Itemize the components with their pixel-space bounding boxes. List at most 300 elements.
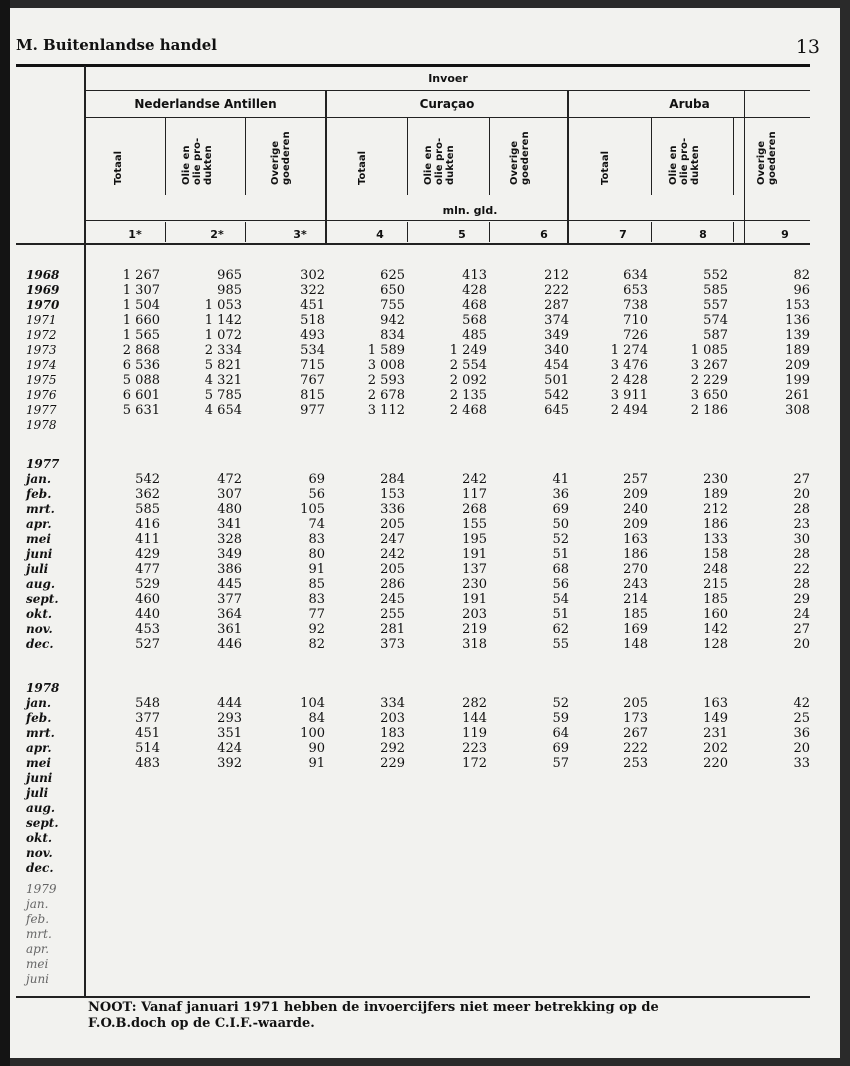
- table-cell: 5 088: [122, 373, 160, 388]
- row-label: apr.: [26, 741, 52, 755]
- table-cell: 445: [217, 577, 242, 592]
- table-cell: 149: [703, 711, 728, 726]
- table-cell: 20: [793, 741, 810, 756]
- row-label: 1977: [26, 403, 57, 417]
- column-divider: [407, 118, 408, 195]
- table-cell: 222: [544, 283, 569, 298]
- table-cell: 2 678: [367, 388, 405, 403]
- book-binding-edge: [0, 0, 10, 1066]
- row-label: 1977: [26, 457, 60, 471]
- table-cell: 307: [217, 487, 242, 502]
- table-cell: 212: [703, 502, 728, 517]
- table-cell: 80: [308, 547, 325, 562]
- column-number-divider: [245, 222, 246, 242]
- column-number-rule: [16, 243, 810, 245]
- table-cell: 460: [135, 592, 160, 607]
- table-cell: 2 428: [610, 373, 648, 388]
- table-cell: 24: [793, 607, 810, 622]
- table-cell: 349: [544, 328, 569, 343]
- column-label: Overige goederen: [270, 131, 292, 185]
- table-right-rule: [744, 90, 745, 245]
- footnote: [88, 1000, 659, 1032]
- table-cell: 219: [462, 622, 487, 637]
- table-cell: 242: [380, 547, 405, 562]
- table-cell: 160: [703, 607, 728, 622]
- table-cell: 625: [380, 268, 405, 283]
- table-cell: 186: [703, 517, 728, 532]
- table-cell: 245: [380, 592, 405, 607]
- table-cell: 172: [462, 756, 487, 771]
- table-cell: 552: [703, 268, 728, 283]
- table-cell: 2 494: [610, 403, 648, 418]
- table-cell: 153: [785, 298, 810, 313]
- row-label: mrt.: [26, 927, 52, 941]
- table-cell: 453: [135, 622, 160, 637]
- table-cell: 27: [793, 472, 810, 487]
- table-left-rule: [84, 66, 86, 996]
- column-label: Overige goederen: [756, 131, 778, 185]
- table-cell: 1 274: [610, 343, 648, 358]
- table-cell: 68: [552, 562, 569, 577]
- table-cell: 2 334: [204, 343, 242, 358]
- table-cell: 440: [135, 607, 160, 622]
- row-label: juni: [26, 771, 53, 785]
- table-cell: 82: [793, 268, 810, 283]
- table-cell: 1 142: [204, 313, 242, 328]
- table-cell: 83: [308, 592, 325, 607]
- table-cell: 446: [217, 637, 242, 652]
- table-cell: 52: [552, 696, 569, 711]
- table-cell: 328: [217, 532, 242, 547]
- table-cell: 148: [623, 637, 648, 652]
- table-cell: 362: [135, 487, 160, 502]
- table-cell: 85: [308, 577, 325, 592]
- table-cell: 2 135: [449, 388, 487, 403]
- column-number: 4: [376, 228, 384, 241]
- table-cell: 243: [623, 577, 648, 592]
- table-cell: 5 785: [204, 388, 242, 403]
- table-cell: 454: [544, 358, 569, 373]
- table-cell: 2 868: [122, 343, 160, 358]
- table-cell: 468: [462, 298, 487, 313]
- table-cell: 3 911: [610, 388, 648, 403]
- table-cell: 84: [308, 711, 325, 726]
- table-cell: 248: [703, 562, 728, 577]
- column-label: Totaal: [600, 150, 611, 185]
- table-cell: 413: [462, 268, 487, 283]
- table-cell: 1 504: [122, 298, 160, 313]
- table-cell: 548: [135, 696, 160, 711]
- table-cell: 480: [217, 502, 242, 517]
- table-cell: 292: [380, 741, 405, 756]
- column-number: 9: [781, 228, 789, 241]
- column-number: 5: [458, 228, 466, 241]
- row-label: 1969: [26, 283, 60, 297]
- table-cell: 5 631: [122, 403, 160, 418]
- table-cell: 191: [462, 547, 487, 562]
- row-label: okt.: [26, 607, 53, 621]
- table-cell: 568: [462, 313, 487, 328]
- footnote-label: NOOT:: [88, 1000, 137, 1015]
- table-cell: 542: [135, 472, 160, 487]
- table-cell: 82: [308, 637, 325, 652]
- table-cell: 240: [623, 502, 648, 517]
- row-label: sept.: [26, 816, 59, 830]
- table-cell: 587: [703, 328, 728, 343]
- table-cell: 2 554: [449, 358, 487, 373]
- table-cell: 64: [552, 726, 569, 741]
- table-cell: 3 650: [690, 388, 728, 403]
- table-cell: 28: [793, 577, 810, 592]
- column-divider: [733, 118, 734, 195]
- row-label: mei: [26, 957, 49, 971]
- table-cell: 189: [703, 487, 728, 502]
- table-cell: 36: [552, 487, 569, 502]
- table-cell: 286: [380, 577, 405, 592]
- table-cell: 529: [135, 577, 160, 592]
- table-cell: 69: [552, 502, 569, 517]
- column-label: Totaal: [357, 150, 368, 185]
- table-cell: 3 112: [367, 403, 405, 418]
- table-cell: 451: [300, 298, 325, 313]
- column-label: Olie en olie pro- dukten: [668, 137, 701, 185]
- table-cell: 416: [135, 517, 160, 532]
- table-cell: 514: [135, 741, 160, 756]
- table-cell: 318: [462, 637, 487, 652]
- table-cell: 302: [300, 268, 325, 283]
- table-cell: 42: [793, 696, 810, 711]
- table-cell: 270: [623, 562, 648, 577]
- footnote-line2: F.O.B.doch op de C.I.F.-waarde.: [88, 1016, 315, 1031]
- table-cell: 3 008: [367, 358, 405, 373]
- column-number: 1*: [128, 228, 142, 241]
- table-cell: 133: [703, 532, 728, 547]
- table-cell: 242: [462, 472, 487, 487]
- table-cell: 173: [623, 711, 648, 726]
- row-label: 1971: [26, 313, 57, 327]
- footer-rule: [16, 996, 810, 998]
- group-label: Nederlandse Antillen: [134, 97, 277, 111]
- row-label: 1970: [26, 298, 60, 312]
- table-cell: 527: [135, 637, 160, 652]
- column-number-divider: [489, 222, 490, 242]
- table-cell: 96: [793, 283, 810, 298]
- table-cell: 77: [308, 607, 325, 622]
- column-number: 8: [699, 228, 707, 241]
- unit-label: mln. gld.: [442, 204, 498, 217]
- table-cell: 209: [623, 517, 648, 532]
- column-label: Olie en olie pro- dukten: [423, 137, 456, 185]
- column-label: Olie en olie pro- dukten: [181, 137, 214, 185]
- table-cell: 137: [462, 562, 487, 577]
- table-cell: 336: [380, 502, 405, 517]
- table-cell: 41: [552, 472, 569, 487]
- table-cell: 261: [785, 388, 810, 403]
- table-cell: 557: [703, 298, 728, 313]
- table-cell: 267: [623, 726, 648, 741]
- table-cell: 767: [300, 373, 325, 388]
- table-cell: 634: [623, 268, 648, 283]
- table-cell: 965: [217, 268, 242, 283]
- row-label: aug.: [26, 577, 56, 591]
- table-cell: 128: [703, 637, 728, 652]
- table-cell: 483: [135, 756, 160, 771]
- column-number: 2*: [210, 228, 224, 241]
- table-cell: 51: [552, 607, 569, 622]
- row-label: 1976: [26, 388, 57, 402]
- row-label: 1978: [26, 418, 57, 432]
- table-cell: 1 660: [122, 313, 160, 328]
- table-cell: 23: [793, 517, 810, 532]
- table-cell: 428: [462, 283, 487, 298]
- table-cell: 518: [300, 313, 325, 328]
- table-cell: 25: [793, 711, 810, 726]
- column-divider: [165, 118, 166, 195]
- table-cell: 1 267: [122, 268, 160, 283]
- table-cell: 386: [217, 562, 242, 577]
- table-cell: 424: [217, 741, 242, 756]
- table-cell: 59: [552, 711, 569, 726]
- table-cell: 977: [300, 403, 325, 418]
- table-cell: 158: [703, 547, 728, 562]
- table-cell: 2 468: [449, 403, 487, 418]
- table-cell: 214: [623, 592, 648, 607]
- table-cell: 377: [135, 711, 160, 726]
- row-label: 1973: [26, 343, 57, 357]
- table-cell: 574: [703, 313, 728, 328]
- table-cell: 142: [703, 622, 728, 637]
- row-label: juni: [26, 547, 53, 561]
- table-cell: 20: [793, 637, 810, 652]
- group-divider: [325, 90, 327, 245]
- column-number-divider: [165, 222, 166, 242]
- row-label: 1975: [26, 373, 57, 387]
- row-label: mei: [26, 756, 51, 770]
- header-rule: [16, 64, 810, 67]
- table-cell: 220: [703, 756, 728, 771]
- table-cell: 392: [217, 756, 242, 771]
- table-cell: 36: [793, 726, 810, 741]
- column-number-divider: [651, 222, 652, 242]
- table-cell: 585: [135, 502, 160, 517]
- row-label: jan.: [26, 897, 49, 911]
- table-cell: 30: [793, 532, 810, 547]
- table-cell: 377: [217, 592, 242, 607]
- table-cell: 493: [300, 328, 325, 343]
- table-cell: 477: [135, 562, 160, 577]
- table-cell: 104: [300, 696, 325, 711]
- table-cell: 6 536: [122, 358, 160, 373]
- page-number: 13: [795, 36, 820, 58]
- invoer-rule: [86, 90, 810, 91]
- table-cell: 942: [380, 313, 405, 328]
- table-cell: 1 589: [367, 343, 405, 358]
- column-divider: [245, 118, 246, 195]
- table-cell: 69: [308, 472, 325, 487]
- row-label: mrt.: [26, 726, 55, 740]
- row-label: mrt.: [26, 502, 55, 516]
- table-cell: 203: [462, 607, 487, 622]
- table-cell: 253: [623, 756, 648, 771]
- table-cell: 1 053: [204, 298, 242, 313]
- table-cell: 33: [793, 756, 810, 771]
- table-cell: 52: [552, 532, 569, 547]
- column-number: 6: [540, 228, 548, 241]
- table-cell: 2 092: [449, 373, 487, 388]
- column-divider: [489, 118, 490, 195]
- table-cell: 203: [380, 711, 405, 726]
- table-cell: 501: [544, 373, 569, 388]
- table-cell: 985: [217, 283, 242, 298]
- table-cell: 4 654: [204, 403, 242, 418]
- table-cell: 268: [462, 502, 487, 517]
- table-cell: 349: [217, 547, 242, 562]
- column-label: Overige goederen: [509, 131, 531, 185]
- table-cell: 202: [703, 741, 728, 756]
- table-cell: 1 249: [449, 343, 487, 358]
- row-label: jan.: [26, 472, 52, 486]
- table-cell: 56: [308, 487, 325, 502]
- table-cell: 51: [552, 547, 569, 562]
- table-cell: 50: [552, 517, 569, 532]
- table-cell: 738: [623, 298, 648, 313]
- table-cell: 20: [793, 487, 810, 502]
- table-cell: 57: [552, 756, 569, 771]
- row-label: 1979: [26, 882, 57, 896]
- table-cell: 411: [135, 532, 160, 547]
- table-cell: 247: [380, 532, 405, 547]
- column-number-divider: [733, 222, 734, 242]
- table-cell: 105: [300, 502, 325, 517]
- table-cell: 29: [793, 592, 810, 607]
- table-cell: 6 601: [122, 388, 160, 403]
- table-cell: 815: [300, 388, 325, 403]
- row-label: nov.: [26, 622, 53, 636]
- row-label: feb.: [26, 912, 50, 926]
- table-cell: 153: [380, 487, 405, 502]
- table-cell: 1 085: [690, 343, 728, 358]
- row-label: dec.: [26, 637, 54, 651]
- group-rule: [86, 117, 810, 118]
- table-cell: 185: [703, 592, 728, 607]
- table-cell: 364: [217, 607, 242, 622]
- table-cell: 726: [623, 328, 648, 343]
- table-cell: 834: [380, 328, 405, 343]
- table-cell: 322: [300, 283, 325, 298]
- table-cell: 2 229: [690, 373, 728, 388]
- table-cell: 186: [623, 547, 648, 562]
- column-number-divider: [407, 222, 408, 242]
- table-cell: 340: [544, 343, 569, 358]
- table-cell: 209: [785, 358, 810, 373]
- table-cell: 28: [793, 547, 810, 562]
- footnote-line1: Vanaf januari 1971 hebben de invoercijfers niet meer betrekking op de: [141, 1000, 659, 1015]
- table-cell: 155: [462, 517, 487, 532]
- table-cell: 257: [623, 472, 648, 487]
- table-cell: 3 267: [690, 358, 728, 373]
- table-cell: 351: [217, 726, 242, 741]
- table-cell: 215: [703, 577, 728, 592]
- table-cell: 650: [380, 283, 405, 298]
- table-cell: 3 476: [610, 358, 648, 373]
- row-label: nov.: [26, 846, 53, 860]
- table-cell: 27: [793, 622, 810, 637]
- table-cell: 55: [552, 637, 569, 652]
- table-cell: 183: [380, 726, 405, 741]
- table-cell: 293: [217, 711, 242, 726]
- row-label: 1968: [26, 268, 60, 282]
- row-label: 1974: [26, 358, 57, 372]
- table-cell: 585: [703, 283, 728, 298]
- table-cell: 191: [462, 592, 487, 607]
- table-cell: 205: [380, 562, 405, 577]
- table-cell: 1 565: [122, 328, 160, 343]
- table-cell: 1 307: [122, 283, 160, 298]
- column-label: Totaal: [113, 150, 124, 185]
- table-cell: 1 072: [204, 328, 242, 343]
- table-cell: 361: [217, 622, 242, 637]
- table-cell: 90: [308, 741, 325, 756]
- table-cell: 205: [380, 517, 405, 532]
- table-cell: 163: [623, 532, 648, 547]
- row-label: okt.: [26, 831, 53, 845]
- table-cell: 755: [380, 298, 405, 313]
- table-cell: 429: [135, 547, 160, 562]
- row-label: 1978: [26, 681, 60, 695]
- table-cell: 209: [623, 487, 648, 502]
- table-cell: 2 186: [690, 403, 728, 418]
- table-cell: 117: [462, 487, 487, 502]
- table-cell: 91: [308, 756, 325, 771]
- table-cell: 69: [552, 741, 569, 756]
- column-number: 3*: [293, 228, 307, 241]
- group-label: Curaçao: [419, 97, 475, 111]
- row-label: juli: [26, 786, 49, 800]
- table-cell: 91: [308, 562, 325, 577]
- table-cell: 92: [308, 622, 325, 637]
- table-cell: 255: [380, 607, 405, 622]
- row-label: feb.: [26, 711, 52, 725]
- table-cell: 451: [135, 726, 160, 741]
- table-cell: 308: [785, 403, 810, 418]
- table-cell: 119: [462, 726, 487, 741]
- table-cell: 472: [217, 472, 242, 487]
- table-cell: 374: [544, 313, 569, 328]
- table-cell: 534: [300, 343, 325, 358]
- row-label: 1972: [26, 328, 57, 342]
- table-cell: 231: [703, 726, 728, 741]
- column-number: 7: [619, 228, 627, 241]
- table-cell: 284: [380, 472, 405, 487]
- row-label: apr.: [26, 942, 50, 956]
- table-cell: 542: [544, 388, 569, 403]
- table-cell: 62: [552, 622, 569, 637]
- table-cell: 444: [217, 696, 242, 711]
- table-cell: 5 821: [204, 358, 242, 373]
- table-cell: 199: [785, 373, 810, 388]
- row-label: juli: [26, 562, 49, 576]
- table-cell: 715: [300, 358, 325, 373]
- table-cell: 136: [785, 313, 810, 328]
- table-cell: 373: [380, 637, 405, 652]
- table-cell: 230: [703, 472, 728, 487]
- row-label: mei: [26, 532, 51, 546]
- table-cell: 2 593: [367, 373, 405, 388]
- table-cell: 222: [623, 741, 648, 756]
- unit-rule: [86, 220, 810, 221]
- table-cell: 100: [300, 726, 325, 741]
- table-cell: 334: [380, 696, 405, 711]
